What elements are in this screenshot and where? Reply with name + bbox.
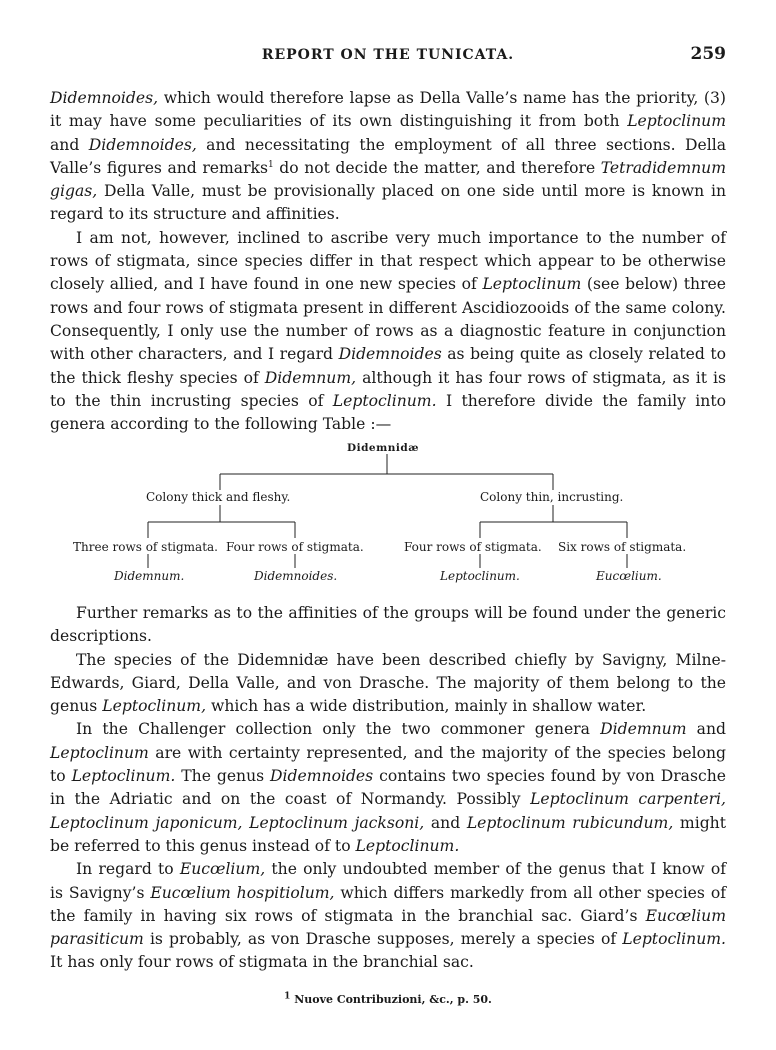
text-run: contains two species found by von Drasche in the Adriatic and on the coast of Normandy. Possibly [50,767,726,809]
text-run: are with certainty represented, and the majority of the species belong to [50,743,726,786]
footnote-text: Nuove Contribuzioni, &c., p. 50. [290,993,492,1006]
group-thin-incrusting: Colony thin, incrusting. [480,490,624,504]
classification-table [50,442,726,592]
text-run: is probably, as von Drasche supposes, merely a species of [143,930,623,949]
text-run: and [50,135,89,154]
text-run: which would therefore lapse as Della Valle’s name has the priority, (3) it may have some peculiarities of its own distinguishing it from both [50,89,726,131]
taxon-name: Didemnum, [264,368,357,387]
taxon-name: Didemnoides [338,345,442,364]
paragraph-4 [50,649,726,719]
criterion-three-rows: Three rows of stigmata. [73,540,218,554]
taxon-name: Leptoclinum [627,112,726,131]
taxon-name: Leptoclinum. [622,930,726,949]
text-run: which differs markedly from all other species of the family in having six rows of stigmata in the branchial sac. Giard’s [50,883,726,925]
paragraph-1 [50,87,726,227]
taxon-name: Leptoclinum, [102,697,207,716]
taxon-name: Leptoclinum. [332,391,437,410]
genus-eucoelium: Eucœlium. [596,569,662,583]
taxon-name: Didemnum [600,720,687,739]
text-block-lower [50,602,726,975]
genus-didemnoides: Didemnoides. [254,569,338,583]
footnote [0,993,776,1006]
text-run: and [686,720,727,739]
taxon-name: Leptoclinum. [355,836,460,855]
footnote-ref: 1 [268,159,274,170]
taxon-name: Tetradidemnum gigas, [50,158,726,201]
paragraph-6 [50,858,726,974]
taxon-name: Didemnoides, [50,89,159,107]
text-run: and necessitating the employment of all three sections. Della Valle’s figures and remarks [50,135,726,177]
footnote-marker: 1 [284,991,291,1002]
taxon-name: Leptoclinum. [71,767,176,786]
genus-didemnum: Didemnum. [114,569,185,583]
text-run: the only undoubted member of the genus that I know of is Savigny’s [50,860,726,902]
text-run: In the Challenger collection only the two commoner genera [76,720,601,739]
running-title: REPORT ON THE TUNICATA. [261,47,515,63]
text-run: The genus [175,767,271,786]
taxon-name: Leptoclinum [482,275,582,294]
taxon-name: Didemnoides [270,767,374,786]
text-run: Della Valle, must be provisionally placed on one side until more is known in regard to its structure and affinities. [50,182,726,224]
page-header [50,44,726,66]
paragraph-2 [50,227,726,437]
text-run: The species of the Didemnidæ have been described chiefly by Savigny, Milne-Edwards, Giard, Della Valle, and von Drasche. The majority of them belong to the genus [50,650,726,716]
text-run: In regard to [76,860,180,879]
text-run: might be referred to this genus instead of to [50,813,726,855]
criterion-four-rows-thick: Four rows of stigmata. [226,540,364,554]
text-run: do not decide the matter, and therefore [273,158,601,177]
criterion-six-rows: Six rows of stigmata. [558,540,687,554]
text-block-upper [50,87,726,436]
page-number: 259 [690,44,726,64]
paragraph-3 [50,602,726,649]
text-run: although it has four rows of stigmata, as it is to the thin incrusting species of [50,368,726,410]
genus-leptoclinum: Leptoclinum. [440,569,520,583]
text-run: Further remarks as to the affinities of the groups will be found under the generic descriptions. [50,604,726,646]
paragraph-5 [50,718,726,858]
taxon-name: Eucœlium, [179,860,266,879]
text-run: which has a wide distribution, mainly in shallow water. [206,697,647,716]
criterion-four-rows-thin: Four rows of stigmata. [404,540,542,554]
taxon-name: Eucœlium parasiticum [50,906,726,949]
family-name: Didemnidæ [347,442,419,454]
taxon-name: Didemnoides, [88,135,197,154]
text-run: as being quite as closely related to the thick fleshy species of [50,345,726,387]
taxon-name: Eucœlium hospitiolum, [150,883,335,902]
text-run: I therefore divide the family into genera according to the following Table :— [50,391,726,434]
taxon-name: Leptoclinum rubicundum, [466,813,674,832]
text-run: (see below) three rows and four rows of stigmata present in different Ascidiozooids of the same colony. Consequently, I only use the number of rows as a diagnostic feature in conjunction with other characters, and I regard [50,275,726,364]
text-run: I am not, however, inclined to ascribe very much importance to the number of rows of stigmata, since species differ in that respect which appear to be otherwise closely allied, and I have found in one new species of [50,228,726,294]
taxon-name: Leptoclinum carpenteri, Leptoclinum japonicum, Leptoclinum jacksoni, [50,790,727,832]
group-thick-fleshy: Colony thick and fleshy. [146,490,291,504]
taxon-name: Leptoclinum [50,743,149,762]
text-run: It has only four rows of stigmata in the branchial sac. [50,953,474,972]
text-run: and [424,813,467,832]
